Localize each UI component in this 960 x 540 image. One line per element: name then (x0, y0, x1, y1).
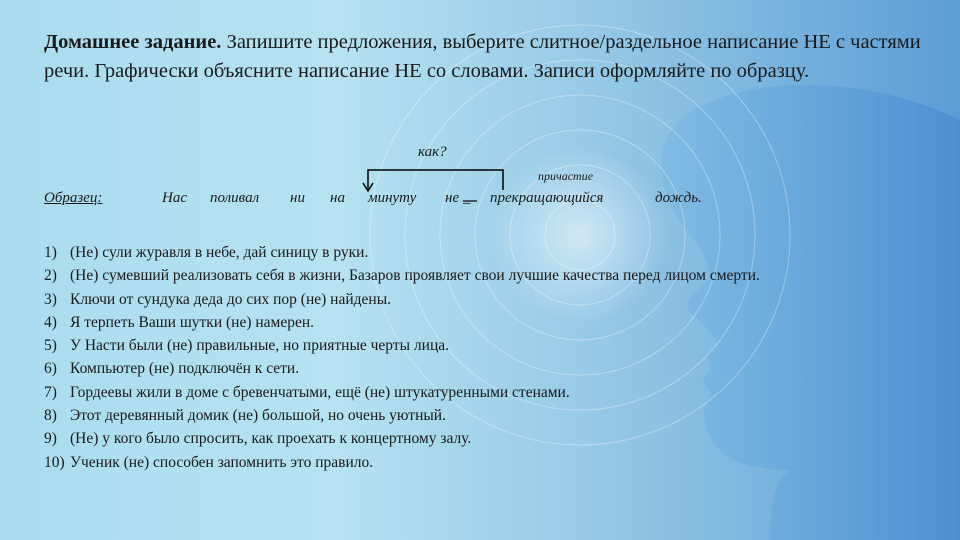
sentence-list (44, 241, 904, 474)
sample-label: Образец: (44, 190, 103, 206)
item-text: Я терпеть Ваши шутки (не) намерен. (70, 313, 315, 331)
question-label: как? (418, 144, 447, 160)
item-text: Компьютер (не) подключён к сети. (70, 360, 300, 378)
task-heading: Домашнее задание. (44, 31, 222, 53)
item-number: 1) (44, 244, 57, 261)
item-text: (Не) сумевший реализовать себя в жизни, Базаров проявляет свои лучшие качества перед лицом смерти. (70, 267, 760, 285)
item-number: 6) (44, 360, 57, 378)
sample-word: ни (290, 190, 305, 206)
list-item (44, 427, 904, 450)
list-item (44, 311, 904, 334)
list-item (44, 334, 904, 357)
list-item (44, 357, 904, 380)
sample-word: дождь. (655, 190, 702, 206)
item-number: 5) (44, 337, 57, 355)
sample-word: минуту (368, 190, 417, 206)
item-number: 2) (44, 267, 57, 285)
sample-word: не _ (445, 190, 471, 206)
list-item (44, 288, 904, 311)
list-item (44, 381, 904, 404)
part-of-speech-label: причастие (538, 169, 594, 183)
list-item (44, 451, 904, 474)
item-number: 7) (44, 383, 57, 401)
sample-block (0, 0, 960, 230)
sample-word: на (330, 190, 345, 206)
list-item (44, 264, 904, 287)
item-text: Этот деревянный домик (не) большой, но очень уютный. (70, 407, 446, 425)
item-text: Ключи от сундука деда до сих пор (не) найдены. (70, 290, 392, 308)
item-number: 8) (44, 407, 57, 425)
sample-word: прекращающийся (490, 190, 604, 206)
item-number: 9) (44, 430, 57, 448)
task-text: Запишите предложения, выберите слитное/раздельное написание НЕ с частями речи. Графически объясните написание НЕ со словами. Записи оформляйте по образцу. (44, 31, 921, 82)
item-text: (Не) у кого было спросить, как проехать к концертному залу. (70, 430, 472, 448)
list-item (44, 241, 904, 264)
item-text: (Не) сули журавля в небе, дай синицу в руки. (70, 244, 369, 261)
item-number: 3) (44, 290, 57, 308)
sample-word: поливал (210, 190, 260, 206)
item-number: 10) (44, 453, 65, 471)
item-number: 4) (44, 313, 57, 331)
item-text: Гордеевы жили в доме с бревенчатыми, ещё (не) штукатуренными стенами. (70, 383, 570, 401)
item-text: Ученик (не) способен запомнить это правило. (70, 453, 374, 471)
graphic-explanation-bracket (0, 0, 960, 230)
list-item (44, 404, 904, 427)
item-text: У Насти были (не) правильные, но приятные черты лица. (70, 337, 449, 355)
sample-word: Нас (162, 190, 187, 206)
